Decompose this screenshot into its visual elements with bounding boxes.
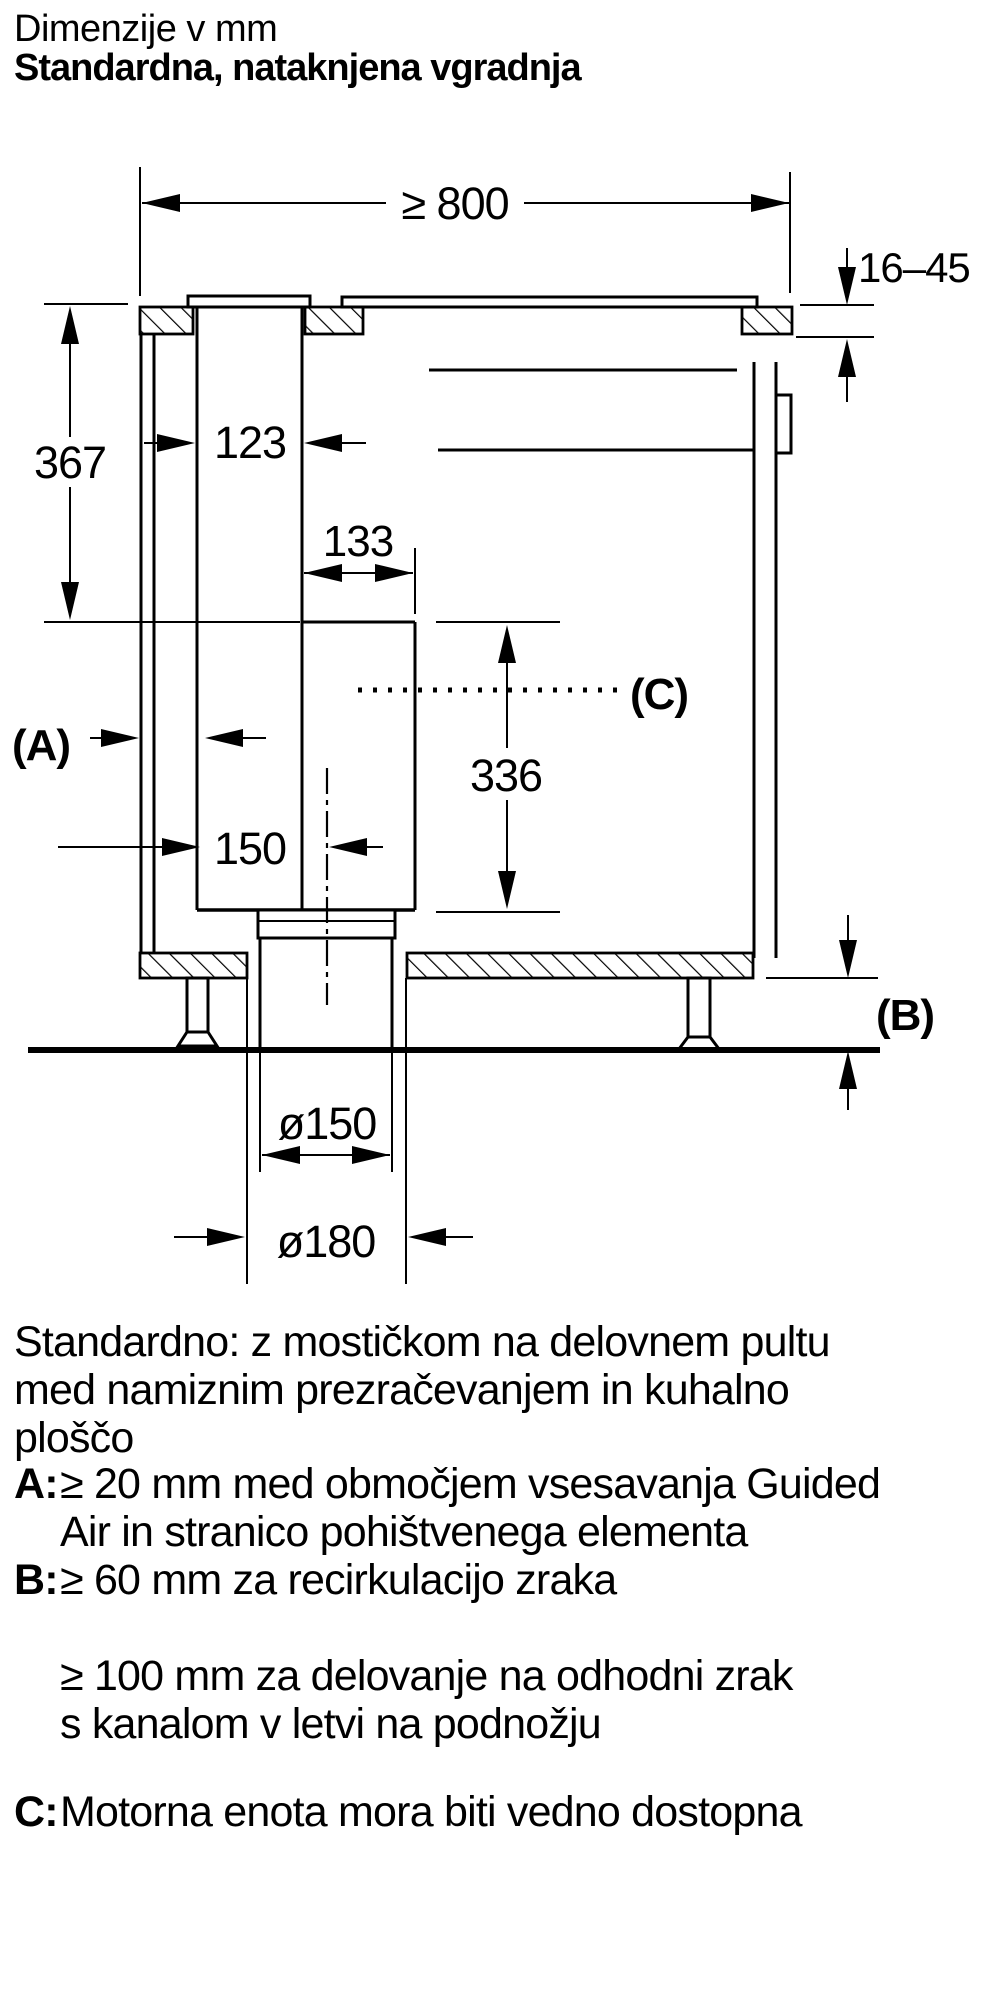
cabinet-floor [140,953,753,978]
vent-grille-cap [188,296,310,307]
dim-axis-offset-label: 150 [213,823,287,874]
worktop-section [140,296,792,334]
note-b-exhaust [14,1652,793,1748]
dim-hole-inner-label: ø150 [277,1098,377,1149]
arrowhead-left-icon [408,1228,446,1246]
page-subtitle: Dimenzije v mm [14,8,278,50]
note-standard-line: ploščo [14,1414,134,1462]
arrowhead-up-icon [498,625,516,663]
cooktop-plate [342,297,757,307]
note-b-exhaust-line: s kanalom v letvi na podnožju [60,1700,601,1748]
arrowhead-left-icon [304,564,342,582]
arrowhead-left-icon [329,838,367,856]
arrowhead-right-icon [162,838,200,856]
arrowhead-up-icon [61,306,79,344]
dim-motor-width-label: 133 [322,517,394,566]
dim-worktop-thickness-label: 16–45 [858,244,970,291]
arrowhead-down-icon [61,582,79,620]
dim-width-min-label: ≥ 800 [401,178,509,229]
callout-b-label: (B) [876,991,935,1040]
dim-duct-width-label: 123 [213,417,287,468]
dim-motor-height-label: 336 [469,750,543,801]
arrowhead-left-icon [205,729,243,747]
arrowhead-left-icon [304,434,342,452]
callout-b-arrows [766,915,878,1110]
note-c-label: C: [14,1788,58,1836]
page-title: Standardna, nataknjena vgradnja [14,47,581,89]
mounting-rail [776,395,791,453]
callout-a-arrows [90,729,266,747]
arrowhead-up-icon [838,339,856,377]
arrowhead-right-icon [101,729,139,747]
note-a [14,1460,880,1556]
guided-air-duct [197,308,302,910]
arrowhead-down-icon [839,940,857,978]
arrowhead-down-icon [498,871,516,909]
note-a-line: Air in stranico pohištvenega elementa [60,1508,748,1556]
note-b-label: B: [14,1556,58,1604]
note-a-label: A: [14,1460,58,1508]
arrowhead-up-icon [839,1051,857,1089]
callout-a-label: (A) [12,721,71,770]
note-standard-line: Standardno: z mostičkom na delovnem pultu [14,1318,830,1366]
note-standard [14,1318,830,1462]
arrowhead-right-icon [375,564,413,582]
note-b-exhaust-line: ≥ 100 mm za delovanje na odhodni zrak [60,1652,793,1700]
note-a-line: ≥ 20 mm med območjem vsesavanja Guided [60,1460,881,1508]
dim-hole-outer-label: ø180 [276,1216,376,1267]
note-c-line: Motorna enota mora biti vedno dostopna [60,1788,802,1836]
dim-upper-height-label: 367 [33,437,107,488]
arrowhead-down-icon [838,267,856,305]
note-b-line: ≥ 60 mm za recirkulacijo zraka [60,1556,617,1604]
note-c [14,1788,802,1836]
callout-c-label: (C) [630,670,689,719]
arrowhead-right-icon [207,1228,245,1246]
arrowhead-right-icon [751,194,789,212]
arrowhead-right-icon [157,434,195,452]
note-standard-line: med namiznim prezračevanjem in kuhalno [14,1366,790,1414]
arrowhead-left-icon [142,194,180,212]
note-b [14,1556,616,1604]
